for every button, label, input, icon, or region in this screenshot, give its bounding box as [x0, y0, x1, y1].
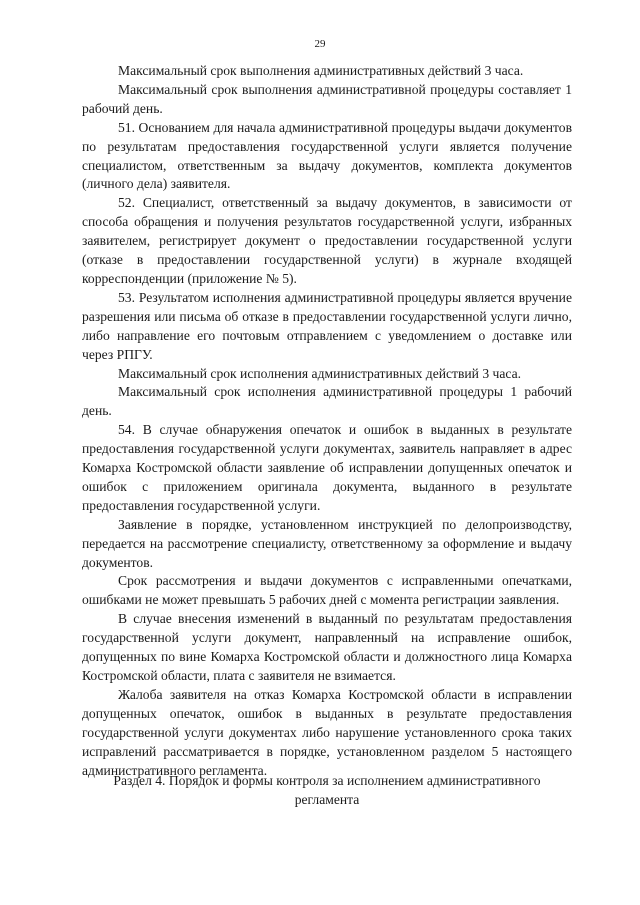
paragraph-7: Максимальный срок исполнения административной процедуры 1 рабочий день.: [82, 384, 572, 419]
paragraph-10: Срок рассмотрения и выдачи документов с исправленными опечатками, ошибками не может превышать 5 рабочих дней с момента регистрации заявления.: [82, 573, 572, 608]
paragraph-2: Максимальный срок выполнения административной процедуры составляет 1 рабочий день.: [82, 81, 572, 116]
paragraph-12: Жалоба заявителя на отказ Комархa Костромской области в исправлении допущенных опечаток, ошибок в выданных в результате предоставления государственной услуги документах либо нарушение установленного срока таких исправлений рассматривается в порядке, установленном разделом 5 настоящего административного регламента.: [82, 686, 572, 778]
section-heading: Раздел 4. Порядок и формы контроля за исполнением административного регламента: [113, 773, 541, 807]
paragraph-3: 51. Основанием для начала административной процедуры выдачи документов по результатам предоставления государственной услуги является получение специалистом, ответственным за выдачу документов, комплекта документов (личного дела) заявителя.: [82, 119, 572, 192]
document-body: [82, 62, 572, 780]
paragraph-4: 52. Специалист, ответственный за выдачу документов, в зависимости от способа обращения и получения результатов государственной услуги, избранных заявителем, регистрирует документ о предоставлении государственной услуги (отказе в предоставлении государственной услуги) в журнале входящей корреспонденции (приложение № 5).: [82, 195, 572, 286]
paragraph-11: В случае внесения изменений в выданный по результатам предоставления государственной услуги документ, направленный на исправление ошибок, допущенных по вине Комархa Костромской области и должностного лица Комархa Костромской области, плата с заявителя не взимается.: [82, 611, 572, 683]
paragraph-1: Максимальный срок выполнения административных действий 3 часа.: [118, 63, 524, 78]
paragraph-5: 53. Результатом исполнения административной процедуры является вручение разрешения или письма об отказе в предоставлении государственной услуги лично, либо направление его почтовым отправлением с уведомлением о доставке или через РПГУ.: [82, 289, 572, 362]
paragraph-8: 54. В случае обнаружения опечаток и ошибок в выданных в результате предоставления государственной услуги документах, заявитель направляет в адрес Комархa Костромской области заявление об исправлении допущенных опечаток и ошибок с приложением оригинала документа, выданного в результате предоставления государственной услуги.: [82, 422, 572, 513]
paragraph-6: Максимальный срок исполнения административных действий 3 часа.: [118, 365, 522, 381]
paragraph-9: Заявление в порядке, установленном инструкцией по делопроизводству, передается на рассмотрение специалисту, ответственному за оформление и выдачу документов.: [82, 516, 572, 570]
page-number: 29: [314, 38, 326, 50]
